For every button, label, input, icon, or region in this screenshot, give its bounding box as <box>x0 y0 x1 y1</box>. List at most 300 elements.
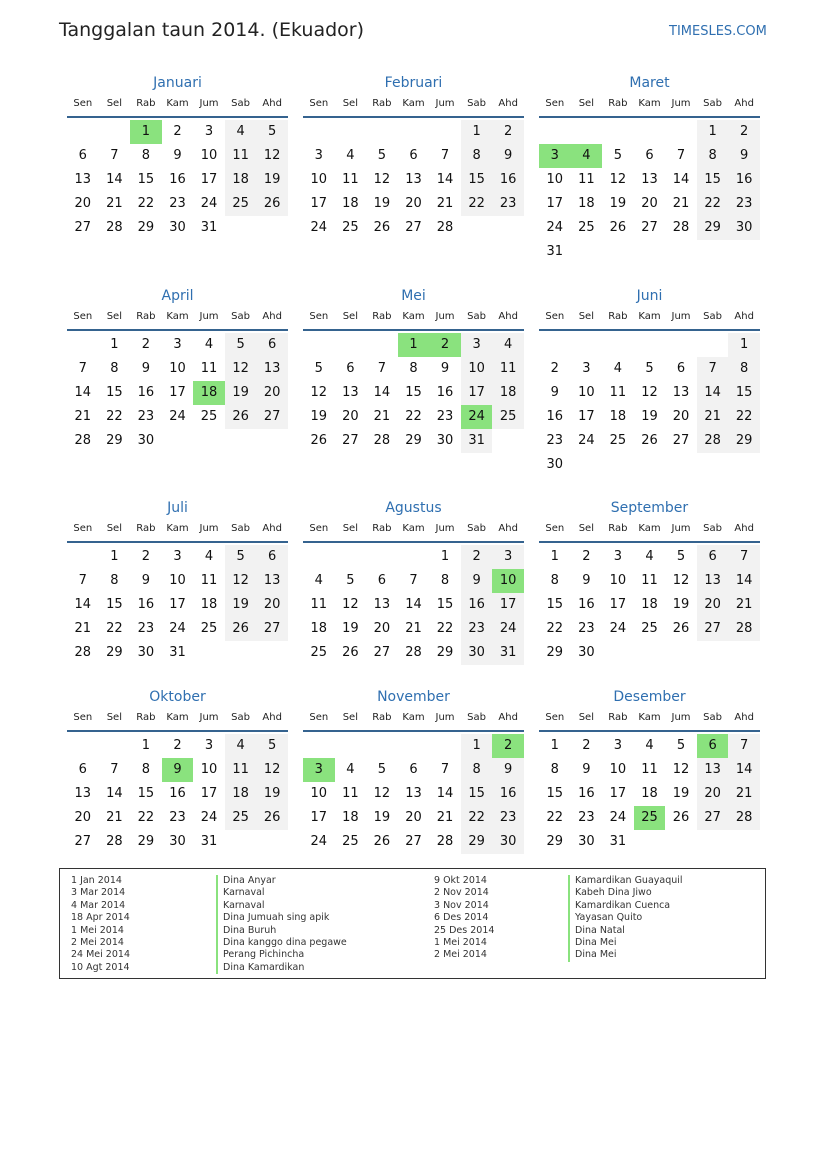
day-cell[interactable]: 11 <box>492 357 524 381</box>
day-cell[interactable]: 5 <box>645 361 654 376</box>
day-cell[interactable]: 21 <box>672 196 690 211</box>
day-cell[interactable]: 8 <box>409 361 418 376</box>
day-cell[interactable]: 18 <box>609 409 627 424</box>
day-cell[interactable]: 16 <box>137 385 155 400</box>
day-cell[interactable]: 10 <box>200 148 218 163</box>
day-cell[interactable]: 17 <box>169 597 186 612</box>
day-cell[interactable]: 27 <box>697 806 729 830</box>
day-cell[interactable]: 26 <box>373 220 391 235</box>
day-cell[interactable]: 29 <box>697 216 729 240</box>
day-cell[interactable]: 29 <box>436 645 454 660</box>
day-cell[interactable]: 1 <box>550 738 559 753</box>
day-cell[interactable]: 28 <box>436 834 454 849</box>
day-cell[interactable]: 22 <box>461 192 493 216</box>
day-cell[interactable]: 1 <box>697 120 729 144</box>
day-cell[interactable]: 31 <box>200 220 218 235</box>
day-cell[interactable]: 11 <box>310 597 328 612</box>
day-cell[interactable]: 13 <box>697 569 729 593</box>
day-cell[interactable]: 7 <box>110 762 119 777</box>
day-cell[interactable]: 2 <box>728 120 760 144</box>
day-cell[interactable]: 18 <box>225 782 257 806</box>
day-cell[interactable]: 29 <box>137 834 155 849</box>
day-cell[interactable]: 17 <box>310 810 328 825</box>
day-cell[interactable]: 13 <box>74 786 92 801</box>
day-cell[interactable]: 10 <box>578 385 595 400</box>
day-cell[interactable]: 11 <box>200 361 218 376</box>
day-cell[interactable]: 12 <box>256 144 288 168</box>
day-cell[interactable]: 24 <box>310 834 328 849</box>
day-cell[interactable]: 23 <box>728 192 760 216</box>
day-cell[interactable]: 17 <box>609 786 627 801</box>
day-cell[interactable]: 29 <box>137 220 155 235</box>
day-cell[interactable]: 15 <box>137 172 155 187</box>
day-cell[interactable]: 27 <box>373 645 391 660</box>
day-cell[interactable]: 12 <box>256 758 288 782</box>
day-cell[interactable]: 28 <box>106 220 123 235</box>
day-cell[interactable]: 20 <box>74 196 92 211</box>
day-cell[interactable]: 6 <box>645 148 654 163</box>
day-cell[interactable]: 10 <box>310 786 328 801</box>
day-cell[interactable]: 23 <box>436 409 454 424</box>
day-cell[interactable]: 8 <box>461 758 493 782</box>
day-cell[interactable]: 12 <box>373 786 391 801</box>
day-cell[interactable]: 19 <box>373 810 391 825</box>
day-cell[interactable]: 10 <box>310 172 328 187</box>
day-cell[interactable]: 7 <box>676 148 686 163</box>
day-cell[interactable]: 29 <box>405 433 422 448</box>
day-cell[interactable]: 30 <box>578 834 595 849</box>
day-cell[interactable]: 1 <box>141 738 151 753</box>
day-cell[interactable]: 21 <box>405 621 422 636</box>
day-cell[interactable]: 16 <box>492 168 524 192</box>
day-cell[interactable]: 24 <box>578 433 595 448</box>
day-cell[interactable]: 9 <box>582 762 591 777</box>
day-cell[interactable]: 24 <box>200 810 218 825</box>
day-cell[interactable]: 15 <box>461 782 493 806</box>
day-cell[interactable]: 12 <box>373 172 391 187</box>
day-cell[interactable]: 30 <box>492 830 524 854</box>
day-cell[interactable]: 11 <box>225 144 257 168</box>
day-cell[interactable]: 12 <box>310 385 328 400</box>
day-cell[interactable]: 22 <box>106 621 123 636</box>
day-cell[interactable]: 7 <box>78 573 87 588</box>
day-cell[interactable]: 25 <box>492 405 524 429</box>
day-cell[interactable]: 28 <box>74 433 92 448</box>
day-cell[interactable]: 19 <box>225 381 257 405</box>
day-cell[interactable]: 5 <box>256 120 288 144</box>
day-cell[interactable]: 2 <box>461 545 493 569</box>
day-cell[interactable]: 17 <box>609 597 627 612</box>
day-cell[interactable]: 9 <box>728 144 760 168</box>
day-cell[interactable]: 4 <box>204 337 214 352</box>
day-cell[interactable]: 6 <box>676 361 686 376</box>
day-cell[interactable]: 16 <box>578 597 595 612</box>
day-cell[interactable]: 25 <box>200 409 218 424</box>
day-cell[interactable]: 26 <box>641 433 658 448</box>
day-cell[interactable]: 13 <box>74 172 92 187</box>
day-cell[interactable]: 17 <box>461 381 493 405</box>
day-cell[interactable]: 4 <box>225 734 257 758</box>
day-cell[interactable]: 9 <box>173 148 182 163</box>
day-cell[interactable]: 5 <box>346 573 355 588</box>
day-cell[interactable]: 3 <box>204 124 214 139</box>
day-cell[interactable]: 23 <box>578 810 595 825</box>
day-cell[interactable]: 24 <box>169 409 186 424</box>
day-cell[interactable]: 28 <box>728 617 760 641</box>
day-cell[interactable]: 5 <box>314 361 323 376</box>
day-cell[interactable]: 30 <box>728 216 760 240</box>
day-cell[interactable]: 25 <box>609 433 627 448</box>
day-cell[interactable]: 13 <box>256 569 288 593</box>
day-cell[interactable]: 28 <box>405 645 422 660</box>
day-cell[interactable]: 2 <box>141 337 151 352</box>
day-cell[interactable]: 20 <box>405 810 422 825</box>
day-cell[interactable]: 27 <box>74 220 92 235</box>
holiday-day[interactable]: 6 <box>697 734 729 758</box>
day-cell[interactable]: 24 <box>609 810 627 825</box>
day-cell[interactable]: 29 <box>106 645 123 660</box>
day-cell[interactable]: 14 <box>106 786 123 801</box>
day-cell[interactable]: 30 <box>169 834 186 849</box>
day-cell[interactable]: 21 <box>106 196 123 211</box>
day-cell[interactable]: 14 <box>436 172 454 187</box>
day-cell[interactable]: 15 <box>436 597 454 612</box>
day-cell[interactable]: 27 <box>74 834 92 849</box>
day-cell[interactable]: 31 <box>200 834 218 849</box>
day-cell[interactable]: 28 <box>728 806 760 830</box>
day-cell[interactable]: 2 <box>492 120 524 144</box>
day-cell[interactable]: 2 <box>582 549 591 564</box>
day-cell[interactable]: 3 <box>461 333 493 357</box>
day-cell[interactable]: 20 <box>672 409 690 424</box>
day-cell[interactable]: 6 <box>256 545 288 569</box>
day-cell[interactable]: 25 <box>225 806 257 830</box>
day-cell[interactable]: 21 <box>74 621 92 636</box>
day-cell[interactable]: 30 <box>461 641 493 665</box>
day-cell[interactable]: 23 <box>492 806 524 830</box>
day-cell[interactable]: 26 <box>672 621 690 636</box>
day-cell[interactable]: 18 <box>578 196 595 211</box>
day-cell[interactable]: 2 <box>582 738 591 753</box>
day-cell[interactable]: 4 <box>346 762 355 777</box>
day-cell[interactable]: 7 <box>440 148 450 163</box>
day-cell[interactable]: 16 <box>169 786 186 801</box>
holiday-day[interactable]: 1 <box>398 333 430 357</box>
day-cell[interactable]: 19 <box>256 782 288 806</box>
day-cell[interactable]: 27 <box>672 433 690 448</box>
day-cell[interactable]: 18 <box>641 597 658 612</box>
day-cell[interactable]: 25 <box>225 192 257 216</box>
day-cell[interactable]: 16 <box>169 172 186 187</box>
day-cell[interactable]: 3 <box>204 738 214 753</box>
day-cell[interactable]: 27 <box>405 834 422 849</box>
day-cell[interactable]: 21 <box>697 405 729 429</box>
day-cell[interactable]: 3 <box>582 361 591 376</box>
day-cell[interactable]: 3 <box>314 148 323 163</box>
day-cell[interactable]: 21 <box>436 196 454 211</box>
day-cell[interactable]: 20 <box>342 409 359 424</box>
day-cell[interactable]: 4 <box>225 120 257 144</box>
day-cell[interactable]: 6 <box>697 545 729 569</box>
day-cell[interactable]: 9 <box>440 361 450 376</box>
day-cell[interactable]: 15 <box>106 385 123 400</box>
day-cell[interactable]: 16 <box>546 409 564 424</box>
day-cell[interactable]: 5 <box>225 545 257 569</box>
day-cell[interactable]: 20 <box>256 381 288 405</box>
day-cell[interactable]: 13 <box>405 172 422 187</box>
day-cell[interactable]: 21 <box>436 810 454 825</box>
day-cell[interactable]: 10 <box>200 762 218 777</box>
day-cell[interactable]: 31 <box>461 429 493 453</box>
day-cell[interactable]: 2 <box>550 361 559 376</box>
day-cell[interactable]: 20 <box>641 196 658 211</box>
day-cell[interactable]: 13 <box>697 758 729 782</box>
holiday-day[interactable]: 2 <box>429 333 461 357</box>
day-cell[interactable]: 27 <box>697 617 729 641</box>
day-cell[interactable]: 28 <box>672 220 690 235</box>
day-cell[interactable]: 4 <box>645 549 654 564</box>
day-cell[interactable]: 15 <box>697 168 729 192</box>
day-cell[interactable]: 10 <box>609 573 627 588</box>
day-cell[interactable]: 9 <box>582 573 591 588</box>
day-cell[interactable]: 22 <box>405 409 422 424</box>
day-cell[interactable]: 19 <box>672 786 690 801</box>
day-cell[interactable]: 8 <box>110 361 119 376</box>
day-cell[interactable]: 18 <box>225 168 257 192</box>
day-cell[interactable]: 1 <box>110 337 119 352</box>
day-cell[interactable]: 8 <box>440 573 450 588</box>
day-cell[interactable]: 30 <box>546 457 564 472</box>
day-cell[interactable]: 13 <box>256 357 288 381</box>
day-cell[interactable]: 8 <box>697 144 729 168</box>
day-cell[interactable]: 5 <box>256 734 288 758</box>
day-cell[interactable]: 28 <box>436 220 454 235</box>
day-cell[interactable]: 5 <box>676 549 686 564</box>
day-cell[interactable]: 12 <box>672 762 690 777</box>
day-cell[interactable]: 7 <box>440 762 450 777</box>
day-cell[interactable]: 15 <box>405 385 422 400</box>
day-cell[interactable]: 29 <box>728 429 760 453</box>
day-cell[interactable]: 21 <box>728 782 760 806</box>
day-cell[interactable]: 23 <box>461 617 493 641</box>
day-cell[interactable]: 6 <box>409 148 418 163</box>
day-cell[interactable]: 23 <box>546 433 564 448</box>
day-cell[interactable]: 26 <box>609 220 627 235</box>
day-cell[interactable]: 10 <box>169 361 186 376</box>
day-cell[interactable]: 18 <box>342 196 359 211</box>
day-cell[interactable]: 28 <box>74 645 92 660</box>
day-cell[interactable]: 13 <box>373 597 391 612</box>
day-cell[interactable]: 27 <box>405 220 422 235</box>
day-cell[interactable]: 31 <box>492 641 524 665</box>
day-cell[interactable]: 19 <box>373 196 391 211</box>
day-cell[interactable]: 10 <box>169 573 186 588</box>
holiday-day[interactable]: 1 <box>130 120 162 144</box>
day-cell[interactable]: 19 <box>342 621 359 636</box>
day-cell[interactable]: 19 <box>609 196 627 211</box>
day-cell[interactable]: 11 <box>225 758 257 782</box>
day-cell[interactable]: 22 <box>106 409 123 424</box>
day-cell[interactable]: 2 <box>173 738 182 753</box>
day-cell[interactable]: 23 <box>578 621 595 636</box>
day-cell[interactable]: 29 <box>546 645 564 660</box>
holiday-day[interactable]: 3 <box>303 758 335 782</box>
day-cell[interactable]: 20 <box>74 810 92 825</box>
day-cell[interactable]: 9 <box>550 385 559 400</box>
day-cell[interactable]: 17 <box>546 196 564 211</box>
day-cell[interactable]: 19 <box>256 168 288 192</box>
day-cell[interactable]: 11 <box>342 172 359 187</box>
day-cell[interactable]: 7 <box>409 573 418 588</box>
day-cell[interactable]: 13 <box>342 385 359 400</box>
day-cell[interactable]: 10 <box>609 762 627 777</box>
day-cell[interactable]: 7 <box>697 357 729 381</box>
day-cell[interactable]: 3 <box>492 545 524 569</box>
day-cell[interactable]: 15 <box>461 168 493 192</box>
day-cell[interactable]: 2 <box>141 549 151 564</box>
day-cell[interactable]: 17 <box>578 409 595 424</box>
day-cell[interactable]: 5 <box>676 738 686 753</box>
day-cell[interactable]: 4 <box>492 333 524 357</box>
day-cell[interactable]: 7 <box>78 361 87 376</box>
day-cell[interactable]: 9 <box>492 144 524 168</box>
day-cell[interactable]: 16 <box>492 782 524 806</box>
day-cell[interactable]: 22 <box>137 196 155 211</box>
day-cell[interactable]: 12 <box>641 385 658 400</box>
day-cell[interactable]: 24 <box>200 196 218 211</box>
day-cell[interactable]: 19 <box>641 409 658 424</box>
day-cell[interactable]: 17 <box>310 196 328 211</box>
day-cell[interactable]: 17 <box>492 593 524 617</box>
holiday-day[interactable]: 2 <box>492 734 524 758</box>
day-cell[interactable]: 4 <box>314 573 323 588</box>
day-cell[interactable]: 2 <box>173 124 182 139</box>
day-cell[interactable]: 7 <box>377 361 387 376</box>
day-cell[interactable]: 24 <box>546 220 564 235</box>
day-cell[interactable]: 14 <box>728 569 760 593</box>
holiday-day[interactable]: 9 <box>162 758 194 782</box>
day-cell[interactable]: 21 <box>74 409 92 424</box>
day-cell[interactable]: 17 <box>200 786 218 801</box>
day-cell[interactable]: 12 <box>672 573 690 588</box>
day-cell[interactable]: 11 <box>641 573 658 588</box>
day-cell[interactable]: 24 <box>169 621 186 636</box>
day-cell[interactable]: 11 <box>342 786 359 801</box>
day-cell[interactable]: 25 <box>342 220 359 235</box>
day-cell[interactable]: 29 <box>106 433 123 448</box>
day-cell[interactable]: 15 <box>546 786 564 801</box>
day-cell[interactable]: 20 <box>697 593 729 617</box>
day-cell[interactable]: 22 <box>728 405 760 429</box>
day-cell[interactable]: 3 <box>173 337 182 352</box>
day-cell[interactable]: 16 <box>578 786 595 801</box>
day-cell[interactable]: 22 <box>436 621 454 636</box>
day-cell[interactable]: 8 <box>550 762 559 777</box>
day-cell[interactable]: 3 <box>173 549 182 564</box>
day-cell[interactable]: 23 <box>137 621 155 636</box>
holiday-day[interactable]: 18 <box>193 381 225 405</box>
day-cell[interactable]: 11 <box>578 172 595 187</box>
holiday-day[interactable]: 3 <box>539 144 571 168</box>
day-cell[interactable]: 26 <box>256 192 288 216</box>
day-cell[interactable]: 29 <box>546 834 564 849</box>
day-cell[interactable]: 15 <box>546 597 564 612</box>
day-cell[interactable]: 17 <box>169 385 186 400</box>
day-cell[interactable]: 1 <box>440 549 450 564</box>
day-cell[interactable]: 12 <box>225 569 257 593</box>
day-cell[interactable]: 5 <box>377 148 387 163</box>
day-cell[interactable]: 16 <box>461 593 493 617</box>
day-cell[interactable]: 9 <box>141 361 151 376</box>
day-cell[interactable]: 13 <box>405 786 422 801</box>
day-cell[interactable]: 8 <box>461 144 493 168</box>
day-cell[interactable]: 13 <box>672 385 690 400</box>
day-cell[interactable]: 15 <box>106 597 123 612</box>
day-cell[interactable]: 20 <box>373 621 391 636</box>
day-cell[interactable]: 13 <box>641 172 658 187</box>
day-cell[interactable]: 15 <box>728 381 760 405</box>
day-cell[interactable]: 10 <box>546 172 564 187</box>
day-cell[interactable]: 7 <box>728 734 760 758</box>
day-cell[interactable]: 19 <box>310 409 328 424</box>
day-cell[interactable]: 27 <box>342 433 359 448</box>
day-cell[interactable]: 23 <box>169 810 186 825</box>
day-cell[interactable]: 4 <box>346 148 355 163</box>
day-cell[interactable]: 19 <box>672 597 690 612</box>
day-cell[interactable]: 5 <box>225 333 257 357</box>
day-cell[interactable]: 14 <box>405 597 422 612</box>
day-cell[interactable]: 30 <box>578 645 595 660</box>
day-cell[interactable]: 7 <box>110 148 119 163</box>
holiday-day[interactable]: 25 <box>634 806 666 830</box>
day-cell[interactable]: 28 <box>373 433 391 448</box>
day-cell[interactable]: 5 <box>613 148 623 163</box>
day-cell[interactable]: 16 <box>728 168 760 192</box>
day-cell[interactable]: 30 <box>137 433 155 448</box>
day-cell[interactable]: 26 <box>225 405 257 429</box>
day-cell[interactable]: 4 <box>613 361 623 376</box>
day-cell[interactable]: 6 <box>409 762 418 777</box>
day-cell[interactable]: 20 <box>256 593 288 617</box>
day-cell[interactable]: 25 <box>641 621 658 636</box>
holiday-day[interactable]: 24 <box>461 405 493 429</box>
day-cell[interactable]: 1 <box>110 549 119 564</box>
day-cell[interactable]: 20 <box>697 782 729 806</box>
day-cell[interactable]: 3 <box>613 549 623 564</box>
day-cell[interactable]: 18 <box>310 621 328 636</box>
day-cell[interactable]: 23 <box>169 196 186 211</box>
day-cell[interactable]: 7 <box>728 545 760 569</box>
day-cell[interactable]: 22 <box>546 810 564 825</box>
day-cell[interactable]: 10 <box>461 357 493 381</box>
day-cell[interactable]: 12 <box>225 357 257 381</box>
day-cell[interactable]: 21 <box>728 593 760 617</box>
day-cell[interactable]: 26 <box>373 834 391 849</box>
day-cell[interactable]: 4 <box>204 549 214 564</box>
day-cell[interactable]: 4 <box>645 738 654 753</box>
day-cell[interactable]: 18 <box>342 810 359 825</box>
day-cell[interactable]: 18 <box>200 597 218 612</box>
day-cell[interactable]: 9 <box>492 758 524 782</box>
day-cell[interactable]: 25 <box>200 621 218 636</box>
day-cell[interactable]: 14 <box>74 385 92 400</box>
day-cell[interactable]: 24 <box>609 621 627 636</box>
day-cell[interactable]: 14 <box>436 786 454 801</box>
day-cell[interactable]: 11 <box>609 385 627 400</box>
day-cell[interactable]: 9 <box>461 569 493 593</box>
day-cell[interactable]: 6 <box>377 573 387 588</box>
day-cell[interactable]: 12 <box>609 172 627 187</box>
